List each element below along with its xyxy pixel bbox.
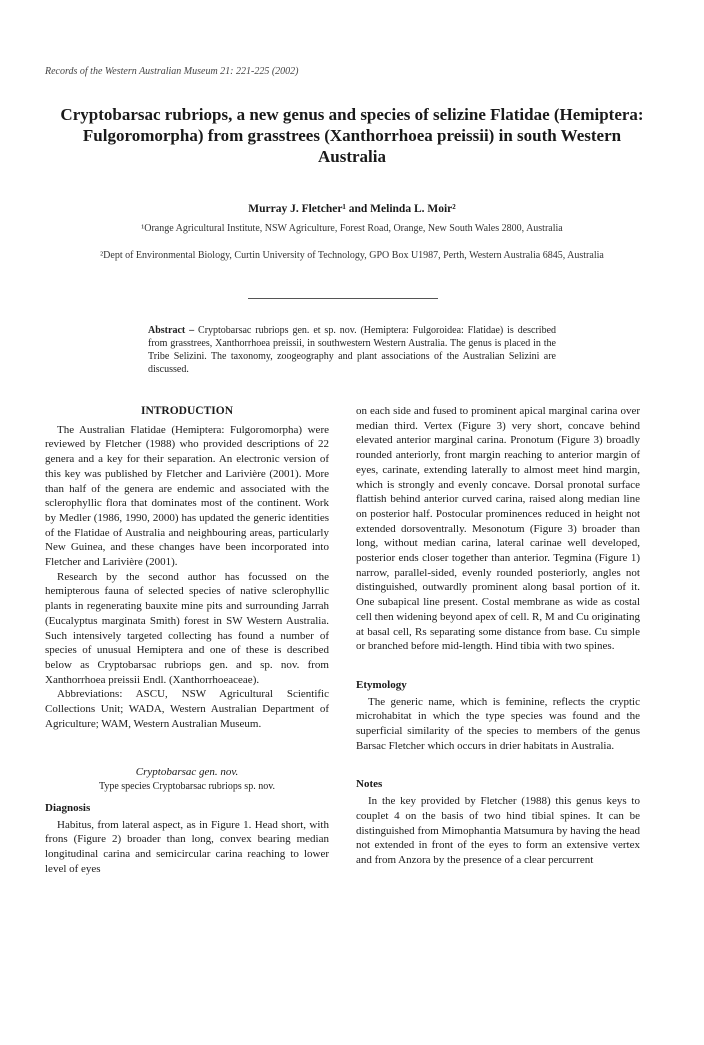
introduction-heading: INTRODUCTION xyxy=(140,405,233,417)
affiliation-1: ¹Orange Agricultural Institute, NSW Agriculture, Forest Road, Orange, New South Wales 2800, Australia xyxy=(141,223,563,234)
abstract-text: Cryptobarsac rubriops gen. et sp. nov. (Hemiptera: Fulgoroidea: Flatidae) is described from grasstrees, Xanthorrhoea preissii, in southwestern Western Australia. The genus is placed in the Tribe Selizini. The taxonomy, zoogeography and plant associations of the Australian Selizini are discussed. xyxy=(148,325,557,375)
left-column xyxy=(45,404,329,876)
affiliation-2: ²Dept of Environmental Biology, Curtin University of Technology, GPO Box U1987, Perth, Western Australia 6845, Australia xyxy=(100,250,604,261)
etymology-heading: Etymology xyxy=(356,678,407,691)
notes-text: In the key provided by Fletcher (1988) this genus keys to couplet 4 on the basis of two hind tibial spines. It can be distinguished from Mimophantia Matsumura by having the head not extended in front of the eyes to form an extensive vertex and from Anzora by the presence of a clear percurrent xyxy=(356,795,640,866)
running-head: Records of the Western Australian Museum 21: 221-225 (2002) xyxy=(45,66,299,77)
diagnosis-heading: Diagnosis xyxy=(45,801,91,814)
intro-paragraph-3: Abbreviations: ASCU, NSW Agricultural Scientific Collections Unit; WADA, Western Australian Department of Agriculture; WAM, Western Australian Museum. xyxy=(45,688,329,730)
paper-title: Cryptobarsac rubriops, a new genus and species of selizine Flatidae (Hemiptera: Fulgoromorpha) from grasstrees (Xanthorrhoea preissii) in south Western Australia xyxy=(60,105,644,166)
abstract-label: Abstract – xyxy=(148,325,195,336)
section-divider xyxy=(248,298,438,299)
type-species: Type species Cryptobarsac rubriops sp. nov. xyxy=(98,781,276,793)
description-continuation: on each side and fused to prominent apical marginal carina over median third. Vertex (Figure 3) very short, concave behind elevated anterior marginal carina. Pronotum (Figure 3) broadly rounded anteriorly, front margin reaching to anterior margin of eyes, carinate, extending laterally to almost meet hind margin, which is strongly and evenly concave. Dorsal pronotal surface flattish behind anterior curved carina, raised along median line on posterior half. Postocular prominences reduced in height not extended dorsoventrally. Mesonotum (Figure 3) broader than long, without median carina, lateral carinae well developed, posterior ends closer together than anterior. Tegmina (Figure 1) narrow, parallel-sided, evenly rounded posteriorly, angles not distinguished, outwardly prominent along basal portion of it. One subapical line present. Costal membrane as wide as costal cell then widening beyond apex of cell. R, M and Cu originating at basal cell, Rs separating some distance from base. Cu simple or branched before mid-length. Hind tibia with two spines. xyxy=(356,405,640,653)
diagnosis-text: Habitus, from lateral aspect, as in Figure 1. Head short, with frons (Figure 2) broader than long, convex bearing median longitudinal carina and semicircular carina reaching to lower level of eyes xyxy=(45,818,329,875)
intro-paragraph-2: Research by the second author has focussed on the hemipterous fauna of selected species of native sclerophyllic plants in regenerating bauxite mine pits and surrounding Jarrah (Eucalyptus marginata Smith) forest in SW Western Australia. Such intensively targeted collecting has found a number of species of unusual Hemiptera and one of these is described below as Cryptobarsac rubriops gen. and sp. nov. from Xanthorrhoea preissii Endl. (Xanthorrhoeaceae). xyxy=(45,570,329,686)
genus-heading: Cryptobarsac gen. nov. xyxy=(135,766,239,779)
abstract xyxy=(148,324,556,376)
intro-paragraph-1: The Australian Flatidae (Hemiptera: Fulgoromorpha) were reviewed by Fletcher (1988) who provided descriptions of 22 genera and a key for their separation. An electronic version of this key was published by Fletcher and Larivière (2001). More than half of the genera are endemic and associated with the sclerophyllic flora that dominates most of the continent. Work by Medler (1986, 1990, 2000) has updated the generic identities of the Flatidae of Australia and neighbouring areas, particularly New Guinea, and these changes have been incorporated into Fletcher and Larivière (2001). xyxy=(45,423,329,569)
authors: Murray J. Fletcher¹ and Melinda L. Moir² xyxy=(248,203,456,215)
notes-heading: Notes xyxy=(356,778,383,791)
etymology-text: The generic name, which is feminine, reflects the cryptic microhabitat in which the type species was found and the superficial similarity of the species to members of the genus Barsac Fletcher which occurs in drier habitats in Australia. xyxy=(356,695,640,752)
right-column xyxy=(356,404,640,868)
